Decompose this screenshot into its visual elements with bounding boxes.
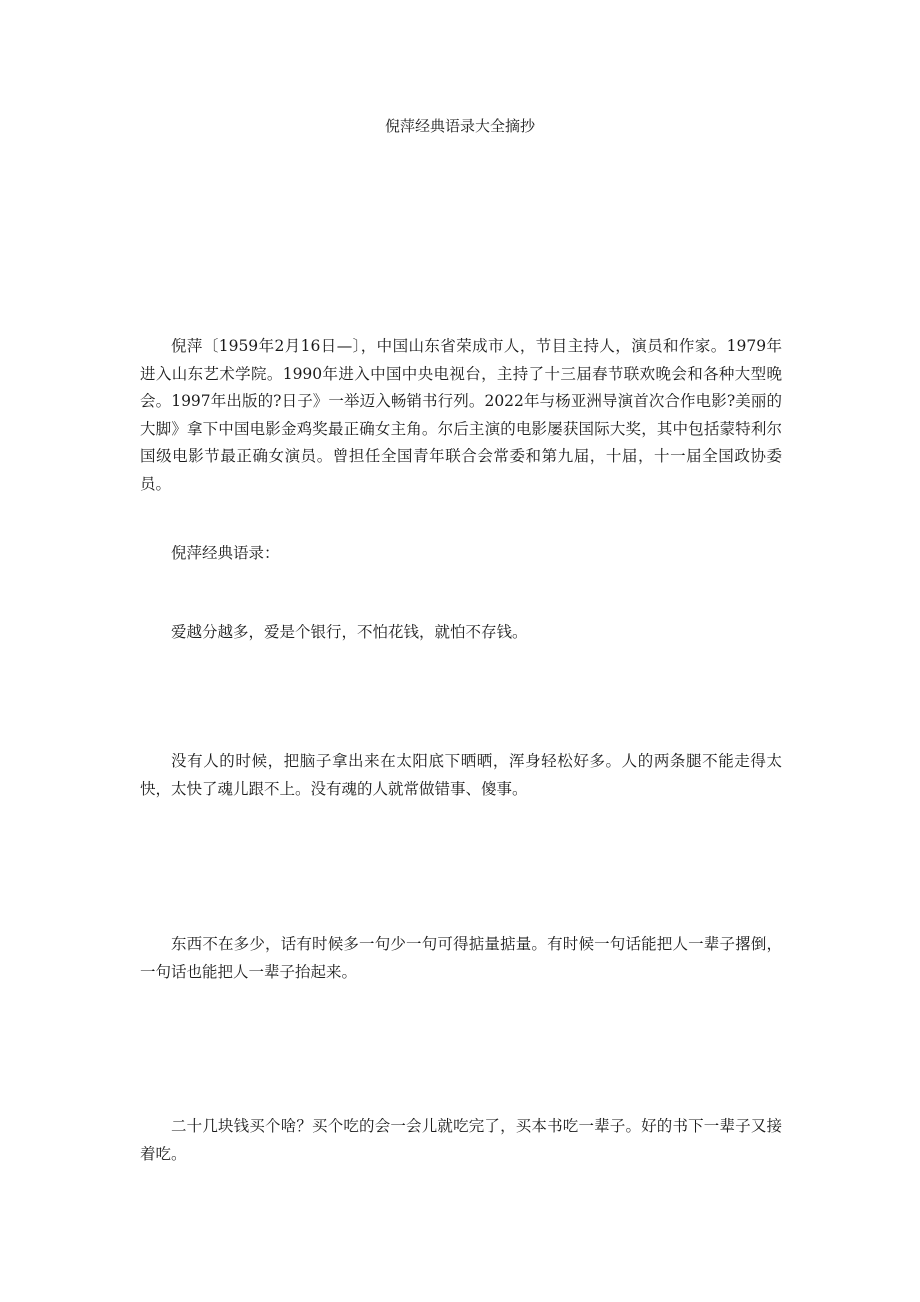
quote-paragraph: 没有人的时候，把脑子拿出来在太阳底下晒晒，浑身轻松好多。人的两条腿不能走得太快，太快了魂儿跟不上。没有魂的人就常做错事、傻事。	[140, 752, 782, 798]
document-title: 倪萍经典语录大全摘抄	[384, 117, 535, 135]
quote-paragraph: 二十几块钱买个啥？买个吃的会一会儿就吃完了，买本书吃一辈子。好的书下一辈子又接着吃。	[140, 1117, 782, 1163]
biography-paragraph: 倪萍〔1959年2月16日—〕，中国山东省荣成市人，节目主持人，演员和作家。1979年进入山东艺术学院。1990年进入中国中央电视台，主持了十三届春节联欢晚会和各种大型晚会。1997年出版的?日子》一举迈入畅销书行列。2022年与杨亚洲导演首次合作电影?美丽的大脚》拿下中国电影金鸡奖最正确女主角。尔后主演的电影屡获国际大奖，其中包括蒙特利尔国级电影节最正确女演员。曾担任全国青年联合会常委和第九届，十届，十一届全国政协委员。	[140, 337, 782, 493]
quotes-heading: 倪萍经典语录：	[171, 544, 280, 562]
quote-paragraph: 东西不在多少，话有时候多一句少一句可得掂量掂量。有时候一句话能把人一辈子撂倒，一句话也能把人一辈子抬起来。	[140, 935, 782, 981]
quote-paragraph: 爱越分越多，爱是个银行，不怕花钱，就怕不存钱。	[171, 623, 528, 641]
